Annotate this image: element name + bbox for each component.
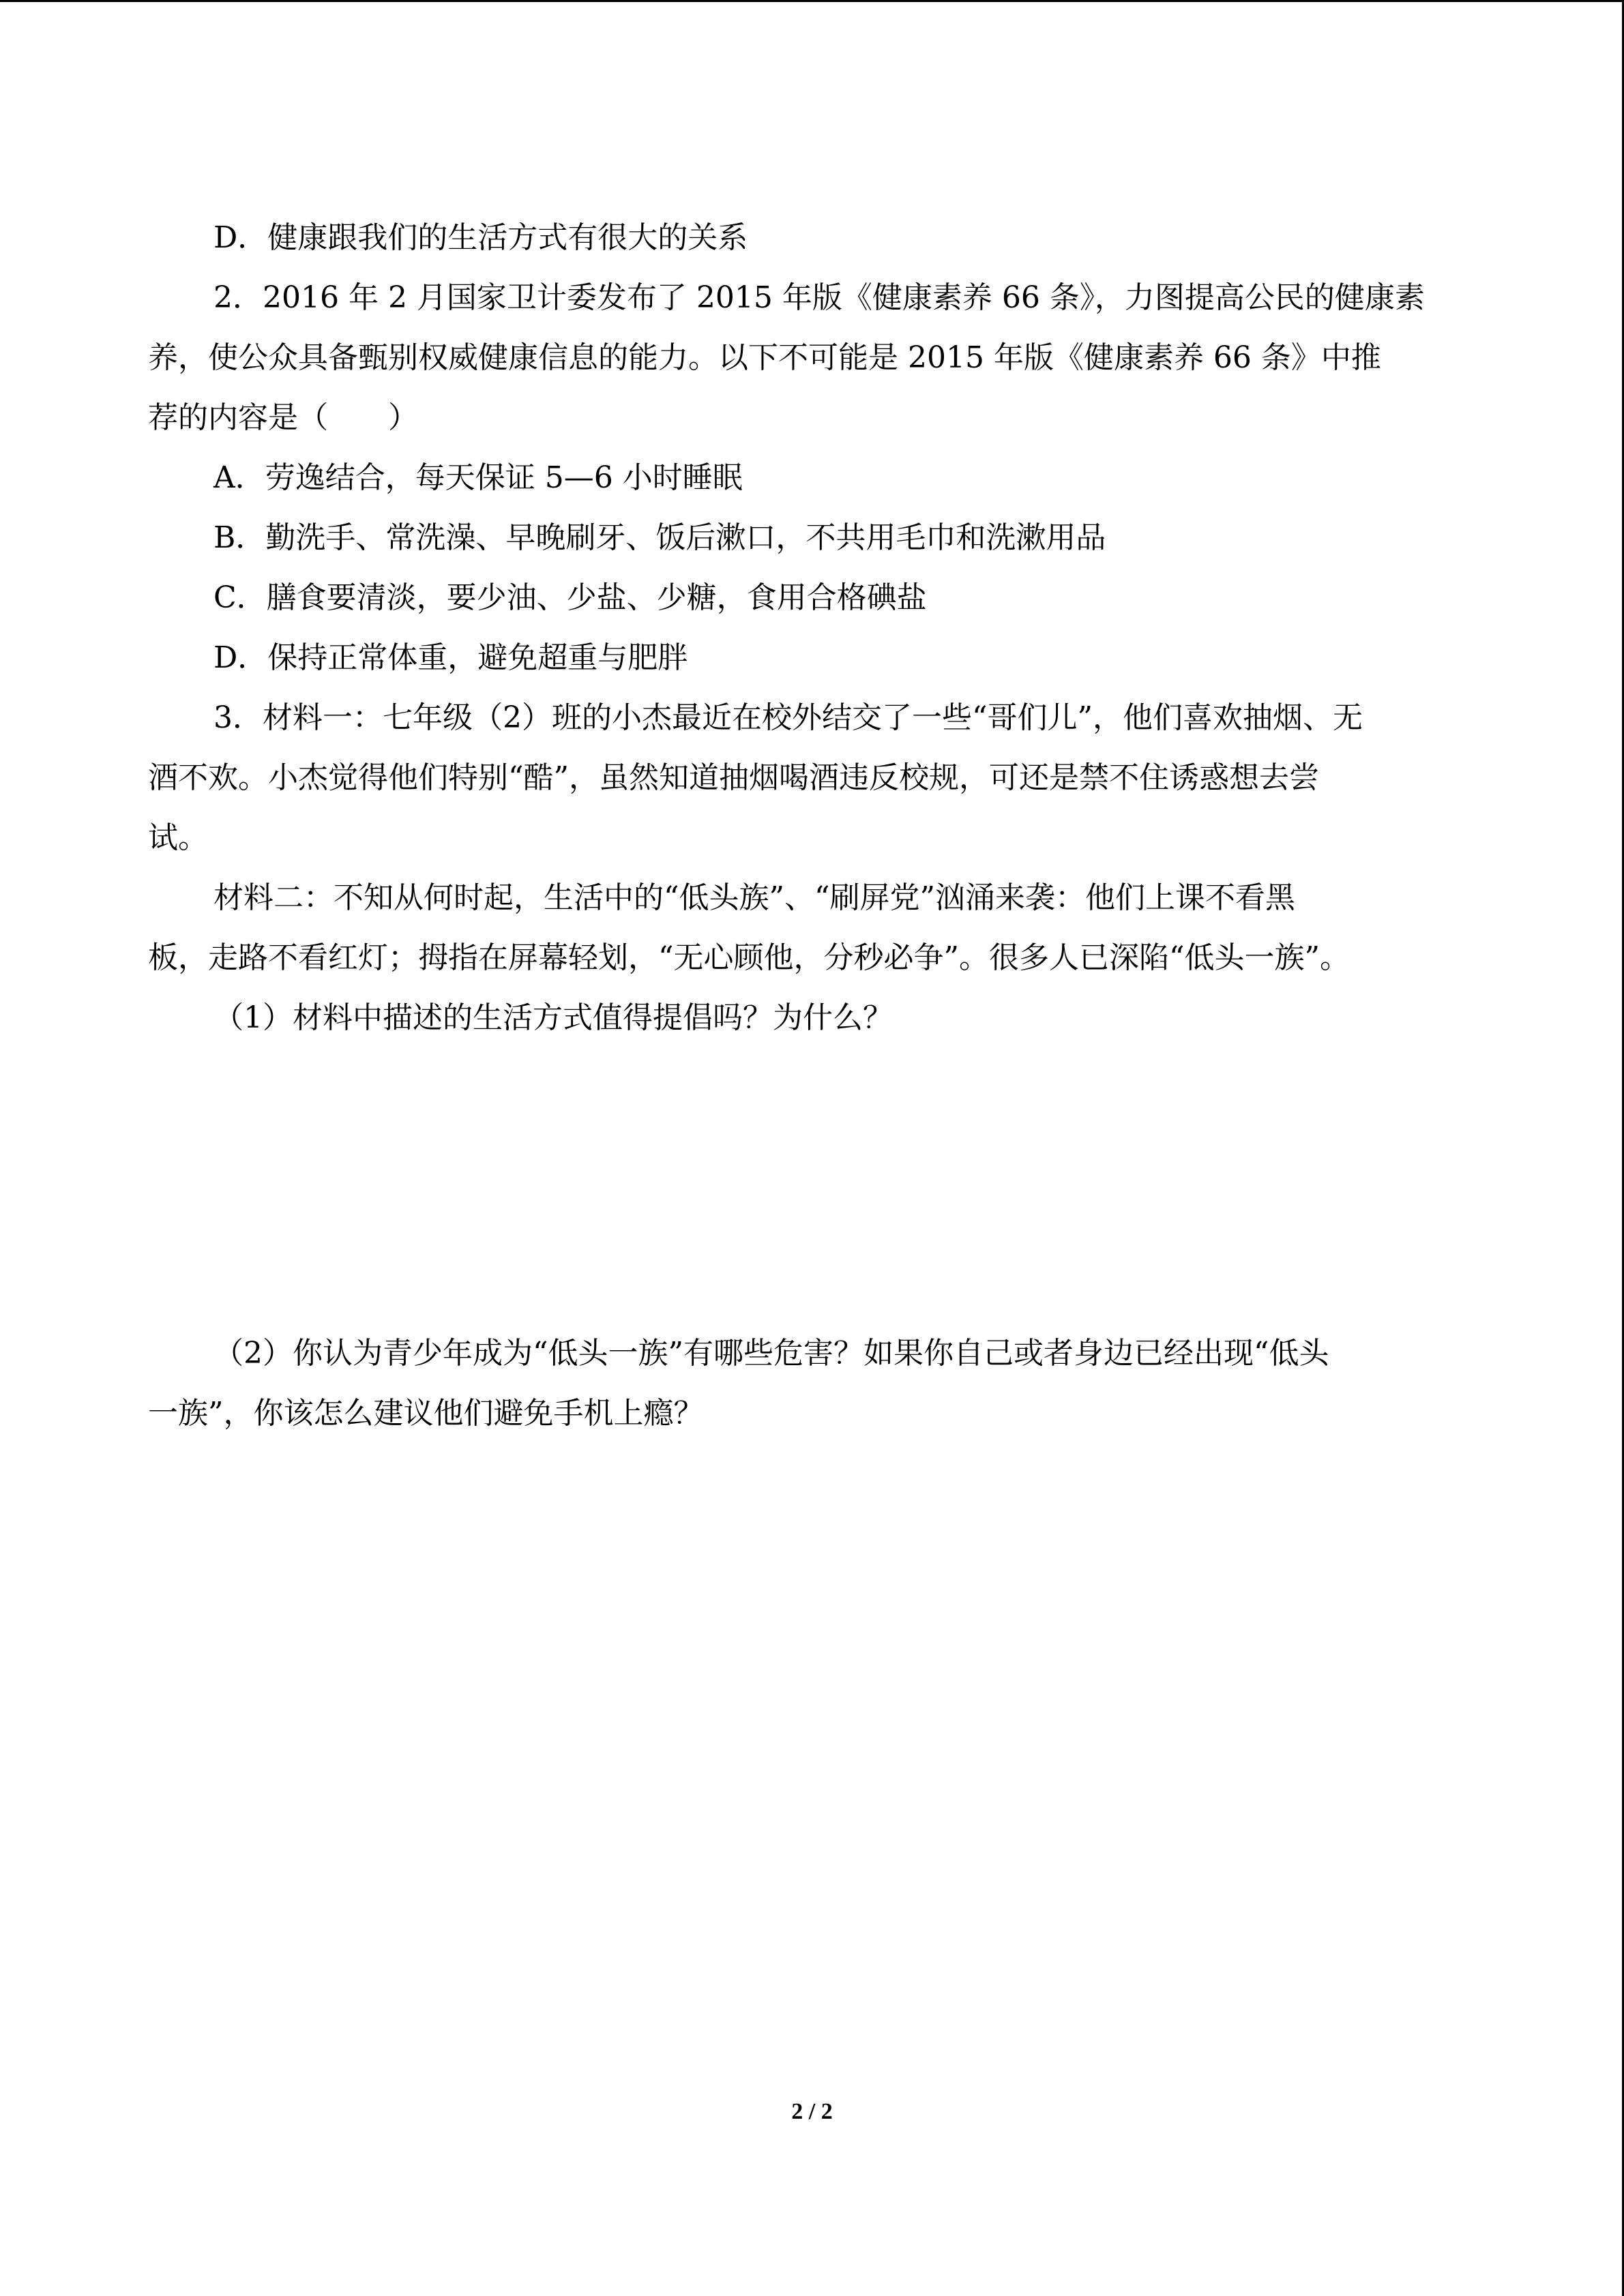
- question-2-line-1: 2．2016 年 2 月国家卫计委发布了 2015 年版《健康素养 66 条》，力图提高公民的健康素: [213, 280, 1425, 315]
- option-c-q2: C．膳食要清淡，要少油、少盐、少糖，食用合格碘盐: [213, 580, 927, 615]
- page-number: 2 / 2: [791, 2099, 833, 2124]
- question-3-sub-2-line-1: （2）你认为青少年成为“低头一族”有哪些危害？如果你自己或者身边已经出现“低头: [213, 1336, 1329, 1371]
- question-3-sub-1: （1）材料中描述的生活方式值得提倡吗？为什么？: [213, 1000, 893, 1035]
- question-3-material-2-line-2: 板，走路不看红灯；拇指在屏幕轻划，“无心顾他，分秒必争”。很多人已深陷“低头一族”。: [148, 940, 1350, 975]
- document-body: [148, 208, 1477, 1444]
- question-3-material-1-line-1: 3．材料一：七年级（2）班的小杰最近在校外结交了一些“哥们儿”，他们喜欢抽烟、无: [213, 700, 1363, 735]
- question-3-material-1-line-2: 酒不欢。小杰觉得他们特别“酷”，虽然知道抽烟喝酒违反校规，可还是禁不住诱惑想去尝: [148, 760, 1319, 795]
- option-b-q2: B．勤洗手、常洗澡、早晚刷牙、饭后漱口，不共用毛巾和洗漱用品: [213, 520, 1106, 555]
- question-3-material-1-line-3: 试。: [148, 820, 208, 855]
- option-d-q2: D．保持正常体重，避免超重与肥胖: [213, 640, 688, 675]
- option-a-q2: A．劳逸结合，每天保证 5—6 小时睡眠: [213, 460, 743, 495]
- question-3-sub-2-line-2: 一族”，你该怎么建议他们避免手机上瘾？: [148, 1396, 704, 1431]
- question-2-line-2: 养，使公众具备甄别权威健康信息的能力。以下不可能是 2015 年版《健康素养 66 条》中推: [148, 340, 1381, 375]
- question-3-material-2-line-1: 材料二：不知从何时起，生活中的“低头族”、“刷屏党”汹涌来袭：他们上课不看黑: [213, 880, 1295, 915]
- option-d-q1: D．健康跟我们的生活方式有很大的关系: [213, 220, 748, 255]
- question-2-line-3: 荐的内容是（ ）: [148, 400, 418, 435]
